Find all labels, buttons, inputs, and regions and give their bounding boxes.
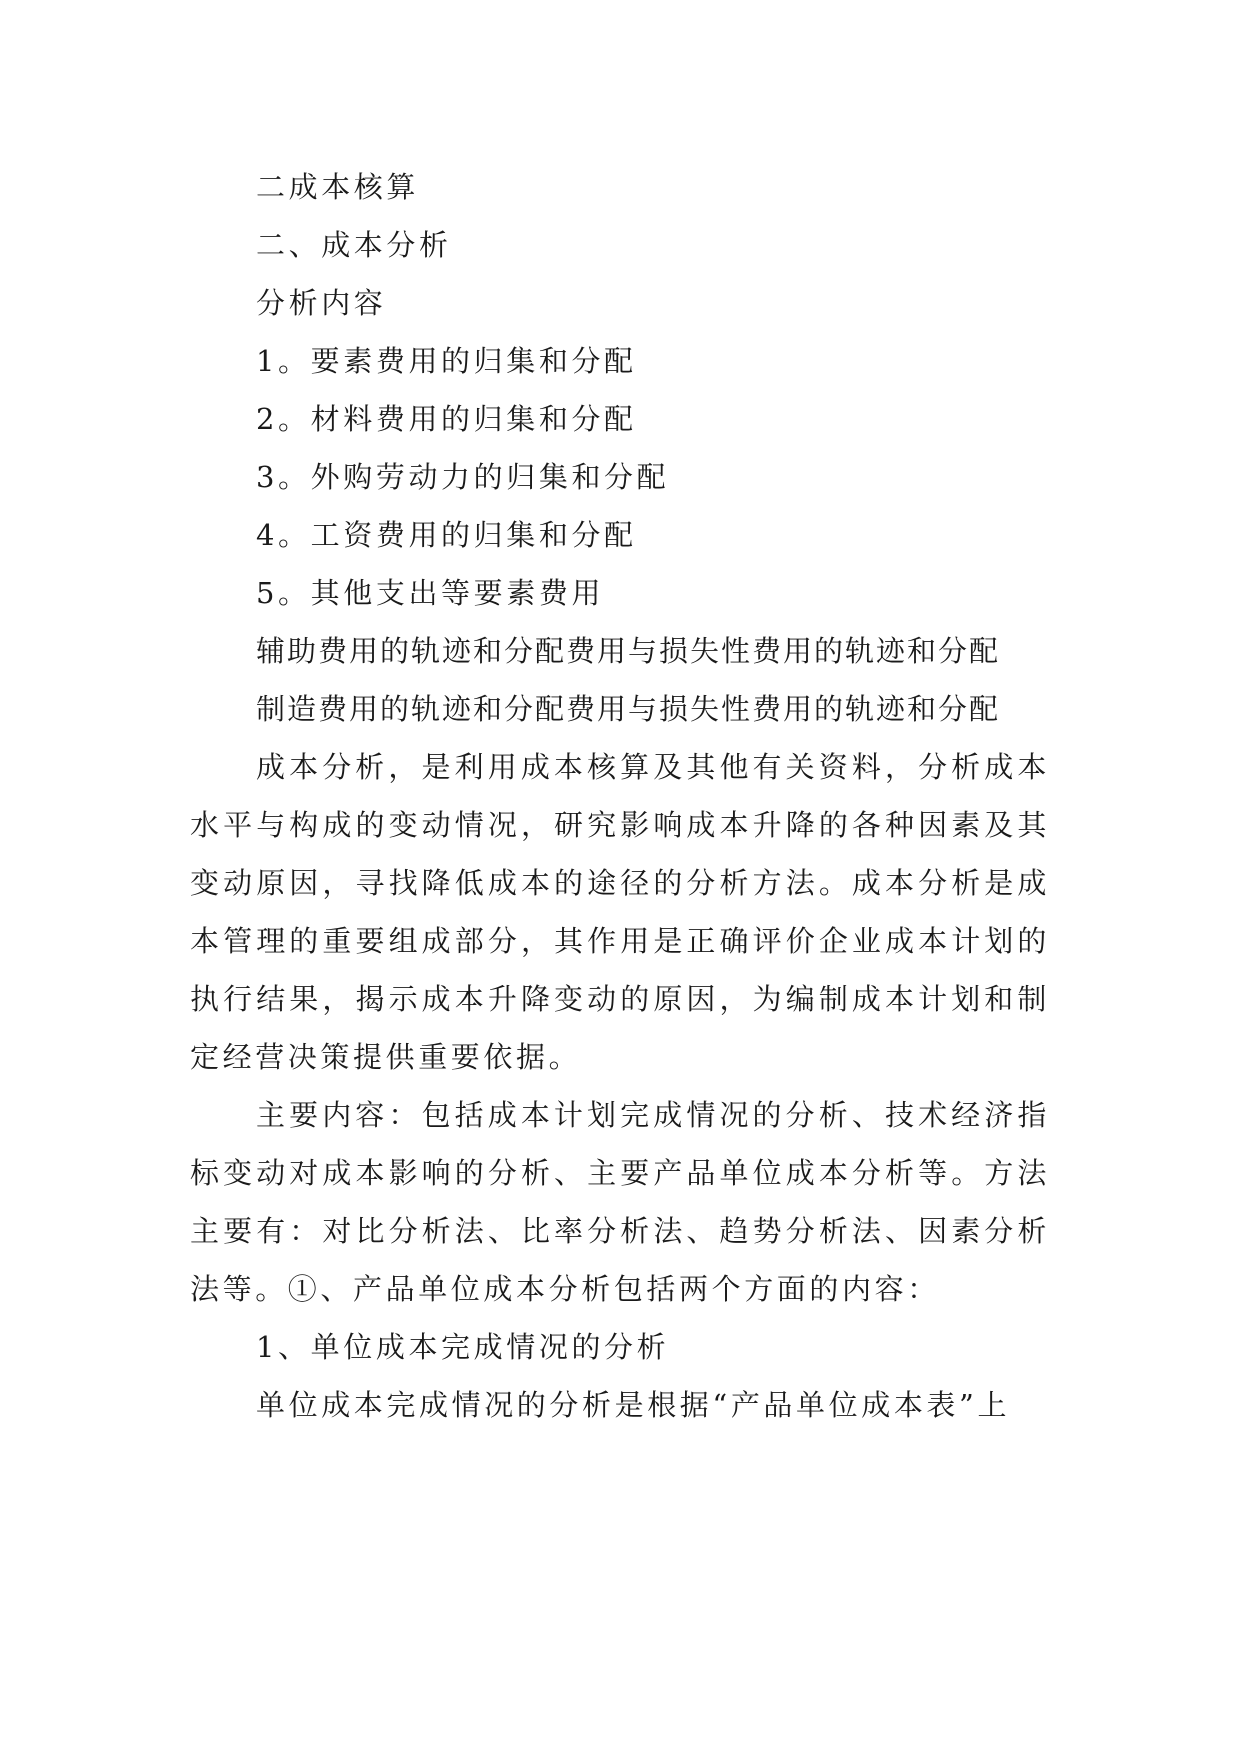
heading-cost-analysis: 二、成本分析 [256, 228, 452, 262]
list-item: 2。材料费用的归集和分配 [256, 402, 637, 436]
subheading-unit-cost: 1、单位成本完成情况的分析 [256, 1330, 670, 1364]
list-item: 4。工资费用的归集和分配 [256, 518, 637, 552]
heading-cost-accounting: 二成本核算 [256, 170, 420, 204]
list-item: 5。其他支出等要素费用 [256, 576, 605, 610]
document-page [190, 158, 1050, 1434]
paragraph-auxiliary-costs: 辅助费用的轨迹和分配费用与损失性费用的轨迹和分配 [256, 634, 1001, 668]
list-item: 1。要素费用的归集和分配 [256, 344, 637, 378]
paragraph-manufacturing-costs: 制造费用的轨迹和分配费用与损失性费用的轨迹和分配 [256, 692, 1001, 726]
paragraph-cost-analysis-definition: 成本分析，是利用成本核算及其他有关资料，分析成本水平与构成的变动情况，研究影响成本升降的各种因素及其变动原因，寻找降低成本的途径的分析方法。成本分析是成本管理的重要组成部分，其作用是正确评价企业成本计划的执行结果，揭示成本升降变动的原因，为编制成本计划和制定经营决策提供重要依据。 [190, 750, 1050, 1074]
heading-analysis-content: 分析内容 [256, 286, 387, 320]
paragraph-unit-cost-start: 单位成本完成情况的分析是根据“产品单位成本表”上 [256, 1388, 1011, 1422]
list-item: 3。外购劳动力的归集和分配 [256, 460, 670, 494]
paragraph-main-content: 主要内容：包括成本计划完成情况的分析、技术经济指标变动对成本影响的分析、主要产品单位成本分析等。方法主要有：对比分析法、比率分析法、趋势分析法、因素分析法等。①、产品单位成本分析包括两个方面的内容： [190, 1098, 1050, 1306]
